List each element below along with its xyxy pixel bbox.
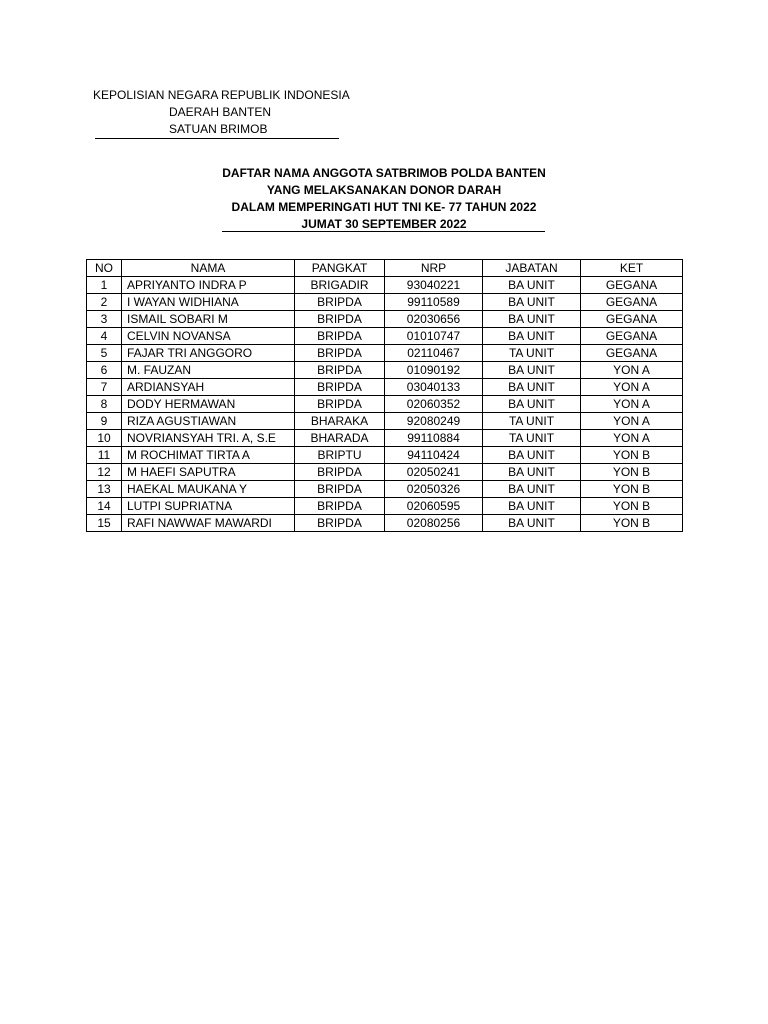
column-header-nrp: NRP [385, 260, 483, 277]
cell-nama: ISMAIL SOBARI M [122, 311, 295, 328]
cell-ket: YON A [581, 396, 683, 413]
cell-jabatan: TA UNIT [483, 413, 581, 430]
cell-pangkat: BRIPDA [295, 396, 385, 413]
cell-nama: I WAYAN WIDHIANA [122, 294, 295, 311]
title-underline [222, 231, 545, 232]
cell-no: 3 [87, 311, 122, 328]
cell-no: 8 [87, 396, 122, 413]
cell-nrp: 02110467 [385, 345, 483, 362]
members-table [86, 259, 683, 532]
cell-no: 2 [87, 294, 122, 311]
cell-ket: YON A [581, 413, 683, 430]
cell-jabatan: TA UNIT [483, 430, 581, 447]
cell-jabatan: BA UNIT [483, 311, 581, 328]
cell-ket: YON A [581, 430, 683, 447]
cell-jabatan: BA UNIT [483, 277, 581, 294]
cell-nrp: 02050326 [385, 481, 483, 498]
cell-pangkat: BRIPDA [295, 311, 385, 328]
cell-ket: YON A [581, 362, 683, 379]
cell-nama: FAJAR TRI ANGGORO [122, 345, 295, 362]
cell-nama: RIZA AGUSTIAWAN [122, 413, 295, 430]
cell-nama: M HAEFI SAPUTRA [122, 464, 295, 481]
cell-ket: GEGANA [581, 328, 683, 345]
table-header-row [87, 260, 683, 277]
cell-ket: YON B [581, 515, 683, 532]
table-row [87, 464, 683, 481]
cell-nrp: 92080249 [385, 413, 483, 430]
table-row [87, 362, 683, 379]
cell-jabatan: BA UNIT [483, 481, 581, 498]
cell-nrp: 94110424 [385, 447, 483, 464]
cell-jabatan: TA UNIT [483, 345, 581, 362]
cell-pangkat: BHARAKA [295, 413, 385, 430]
title-line: DAFTAR NAMA ANGGOTA SATBRIMOB POLDA BANTEN [222, 166, 546, 180]
cell-pangkat: BRIPDA [295, 294, 385, 311]
cell-pangkat: BRIPDA [295, 464, 385, 481]
table-row [87, 481, 683, 498]
cell-jabatan: BA UNIT [483, 396, 581, 413]
table-row [87, 294, 683, 311]
table-row [87, 413, 683, 430]
cell-no: 15 [87, 515, 122, 532]
cell-no: 5 [87, 345, 122, 362]
cell-pangkat: BRIPDA [295, 362, 385, 379]
cell-no: 1 [87, 277, 122, 294]
cell-ket: GEGANA [581, 345, 683, 362]
header-underline [95, 138, 339, 139]
cell-jabatan: BA UNIT [483, 328, 581, 345]
table-row [87, 345, 683, 362]
cell-nrp: 93040221 [385, 277, 483, 294]
cell-nrp: 01010747 [385, 328, 483, 345]
cell-nama: NOVRIANSYAH TRI. A, S.E [122, 430, 295, 447]
cell-no: 14 [87, 498, 122, 515]
cell-jabatan: BA UNIT [483, 464, 581, 481]
cell-nrp: 03040133 [385, 379, 483, 396]
cell-nama: HAEKAL MAUKANA Y [122, 481, 295, 498]
cell-ket: GEGANA [581, 311, 683, 328]
cell-nrp: 02060595 [385, 498, 483, 515]
table-row [87, 277, 683, 294]
cell-nama: M. FAUZAN [122, 362, 295, 379]
cell-no: 10 [87, 430, 122, 447]
cell-ket: YON B [581, 498, 683, 515]
cell-jabatan: BA UNIT [483, 294, 581, 311]
cell-pangkat: BRIPDA [295, 328, 385, 345]
cell-ket: YON A [581, 379, 683, 396]
cell-ket: YON B [581, 464, 683, 481]
column-header-ket: KET [581, 260, 683, 277]
cell-jabatan: BA UNIT [483, 515, 581, 532]
cell-no: 6 [87, 362, 122, 379]
cell-jabatan: BA UNIT [483, 379, 581, 396]
table-row [87, 498, 683, 515]
org-name: KEPOLISIAN NEGARA REPUBLIK INDONESIA [93, 88, 350, 102]
cell-no: 9 [87, 413, 122, 430]
cell-nrp: 02050241 [385, 464, 483, 481]
cell-nama: DODY HERMAWAN [122, 396, 295, 413]
cell-nrp: 01090192 [385, 362, 483, 379]
cell-jabatan: BA UNIT [483, 362, 581, 379]
cell-pangkat: BRIPTU [295, 447, 385, 464]
cell-nama: ARDIANSYAH [122, 379, 295, 396]
cell-nrp: 99110884 [385, 430, 483, 447]
cell-pangkat: BRIPDA [295, 345, 385, 362]
cell-ket: YON B [581, 481, 683, 498]
cell-no: 13 [87, 481, 122, 498]
cell-pangkat: BHARADA [295, 430, 385, 447]
cell-jabatan: BA UNIT [483, 498, 581, 515]
column-header-pangkat: PANGKAT [295, 260, 385, 277]
table-body [87, 277, 683, 532]
table-row [87, 379, 683, 396]
cell-jabatan: BA UNIT [483, 447, 581, 464]
cell-nrp: 02080256 [385, 515, 483, 532]
cell-nrp: 02060352 [385, 396, 483, 413]
unit-name: SATUAN BRIMOB [169, 122, 268, 136]
cell-no: 11 [87, 447, 122, 464]
title-date: JUMAT 30 SEPTEMBER 2022 [301, 217, 467, 231]
document-title [215, 165, 553, 233]
column-header-jabatan: JABATAN [483, 260, 581, 277]
table-row [87, 515, 683, 532]
cell-nama: CELVIN NOVANSA [122, 328, 295, 345]
cell-nrp: 02030656 [385, 311, 483, 328]
cell-no: 4 [87, 328, 122, 345]
cell-no: 12 [87, 464, 122, 481]
cell-nama: LUTPI SUPRIATNA [122, 498, 295, 515]
table-row [87, 447, 683, 464]
table-row [87, 311, 683, 328]
cell-no: 7 [87, 379, 122, 396]
table-row [87, 430, 683, 447]
title-line: DALAM MEMPERINGATI HUT TNI KE- 77 TAHUN 2022 [231, 200, 537, 214]
table-row [87, 328, 683, 345]
cell-ket: GEGANA [581, 277, 683, 294]
cell-pangkat: BRIPDA [295, 379, 385, 396]
cell-pangkat: BRIPDA [295, 498, 385, 515]
cell-pangkat: BRIPDA [295, 515, 385, 532]
cell-nama: RAFI NAWWAF MAWARDI [122, 515, 295, 532]
column-header-nama: NAMA [122, 260, 295, 277]
region-name: DAERAH BANTEN [169, 105, 272, 119]
title-line: YANG MELAKSANAKAN DONOR DARAH [266, 183, 502, 197]
column-header-no: NO [87, 260, 122, 277]
cell-pangkat: BRIGADIR [295, 277, 385, 294]
cell-ket: GEGANA [581, 294, 683, 311]
cell-nama: APRIYANTO INDRA P [122, 277, 295, 294]
table-row [87, 396, 683, 413]
cell-nama: M ROCHIMAT TIRTA A [122, 447, 295, 464]
cell-nrp: 99110589 [385, 294, 483, 311]
cell-ket: YON B [581, 447, 683, 464]
cell-pangkat: BRIPDA [295, 481, 385, 498]
